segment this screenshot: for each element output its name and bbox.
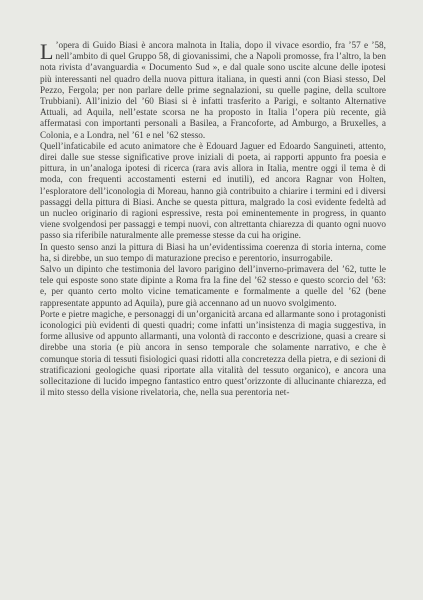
body-text: [40, 40, 386, 399]
paragraph-5: Porte e pietre magiche, e personaggi di un’organicità arcana ed allarmante sono i protagonisti iconologici più evidenti di questi quadri; come infatti un’insistenza di magia suggestiva, in forme allusive od appunto allarmanti, una volontà di racconto e descrizione, quasi a creare si direbbe una storia (e più ancora in senso temporale che solamente narrativo, e che è comunque storia di tessuti fisiologici quasi ridotti alla concretezza della pietra, e di sezioni di stratificazioni geologiche quasi riportate alla vitalità del tessuto organico), e ancora una sollecitazione di lucido impegno fantastico entro quest’orizzonte di allucinante chiarezza, ed il mito stesso della visione rivelatoria, che, nella sua perentoria net-: [40, 308, 386, 398]
paragraph-1: [40, 40, 386, 141]
paragraph-4: Salvo un dipinto che testimonia del lavoro parigino dell’inverno-primavera del ’62, tutte le tele qui esposte sono state dipinte a Roma fra la fine del ’62 stesso e questo scorcio del ’63: e, per quanto certo molto vicine tematicamente e formalmente a quelle del ’62 (bene rappresentate appunto ad Aquila), pure già accennano ad un nuovo svolgimento.: [40, 264, 386, 308]
paragraph-1-text: ’opera di Guido Biasi è ancora malnota in Italia, dopo il vivace esordio, fra ’57 e ’58, nell’ambito di quel Gruppo 58, di giovanissimi, che a Napoli promosse, fra l’altro, la ben nota rivista d’avanguardia « Documento Sud », e dal quale sono uscite alcune delle ipotesi più interessanti nel quadro della nuova pittura italiana, in questi anni (con Biasi stesso, Del Pezzo, Fergola; per non parlare delle prime segnalazioni, su quelle pagine, della scultore Trubbiani). All’inizio del ’60 Biasi si è infatti trasferito a Parigi, e soltanto Alternative Attuali, ad Aquila, nell’estate scorsa ne ha proposto in Italia l’opera più recente, già affermatasi con importanti personali a Basilea, a Francoforte, ad Amburgo, a Bruxelles, a Colonia, e a Londra, nel ’61 e nel ’62 stesso.: [40, 40, 386, 140]
drop-cap-letter: L: [40, 39, 54, 64]
paragraph-3: In questo senso anzi la pittura di Biasi ha un’evidentissima coerenza di storia interna, come ha, si direbbe, un suo tempo di maturazione preciso e perentorio, insurrogabile.: [40, 241, 386, 263]
paragraph-2: Quell’infaticabile ed acuto animatore che è Edouard Jaguer ed Edoardo Sanguineti, attento, direi dalle sue stesse significative prove iniziali di poeta, ai rapporti appunto fra poesia e pittura, in un’analoga ipotesi di ricerca (rara avis allora in Italia, mentre oggi il tema è di moda, con frequenti accostamenti esterni ed inutili), ed ancora Ragnar von Holten, l’esploratore dell’iconologia di Moreau, hanno già contribuito a chiarire i termini ed i diversi passaggi della pittura di Biasi. Anche se questa pittura, malgrado la così evidente fedeltà ad un nucleo originario di ragioni espressive, resta poi eminentemente in progress, in quanto viene svolgendosi per passaggi e tempi nuovi, con altrettanta chiarezza di quanto ogni nuovo passo sia riferibile naturalmente alle premesse stesse da cui ha origine.: [40, 140, 386, 241]
